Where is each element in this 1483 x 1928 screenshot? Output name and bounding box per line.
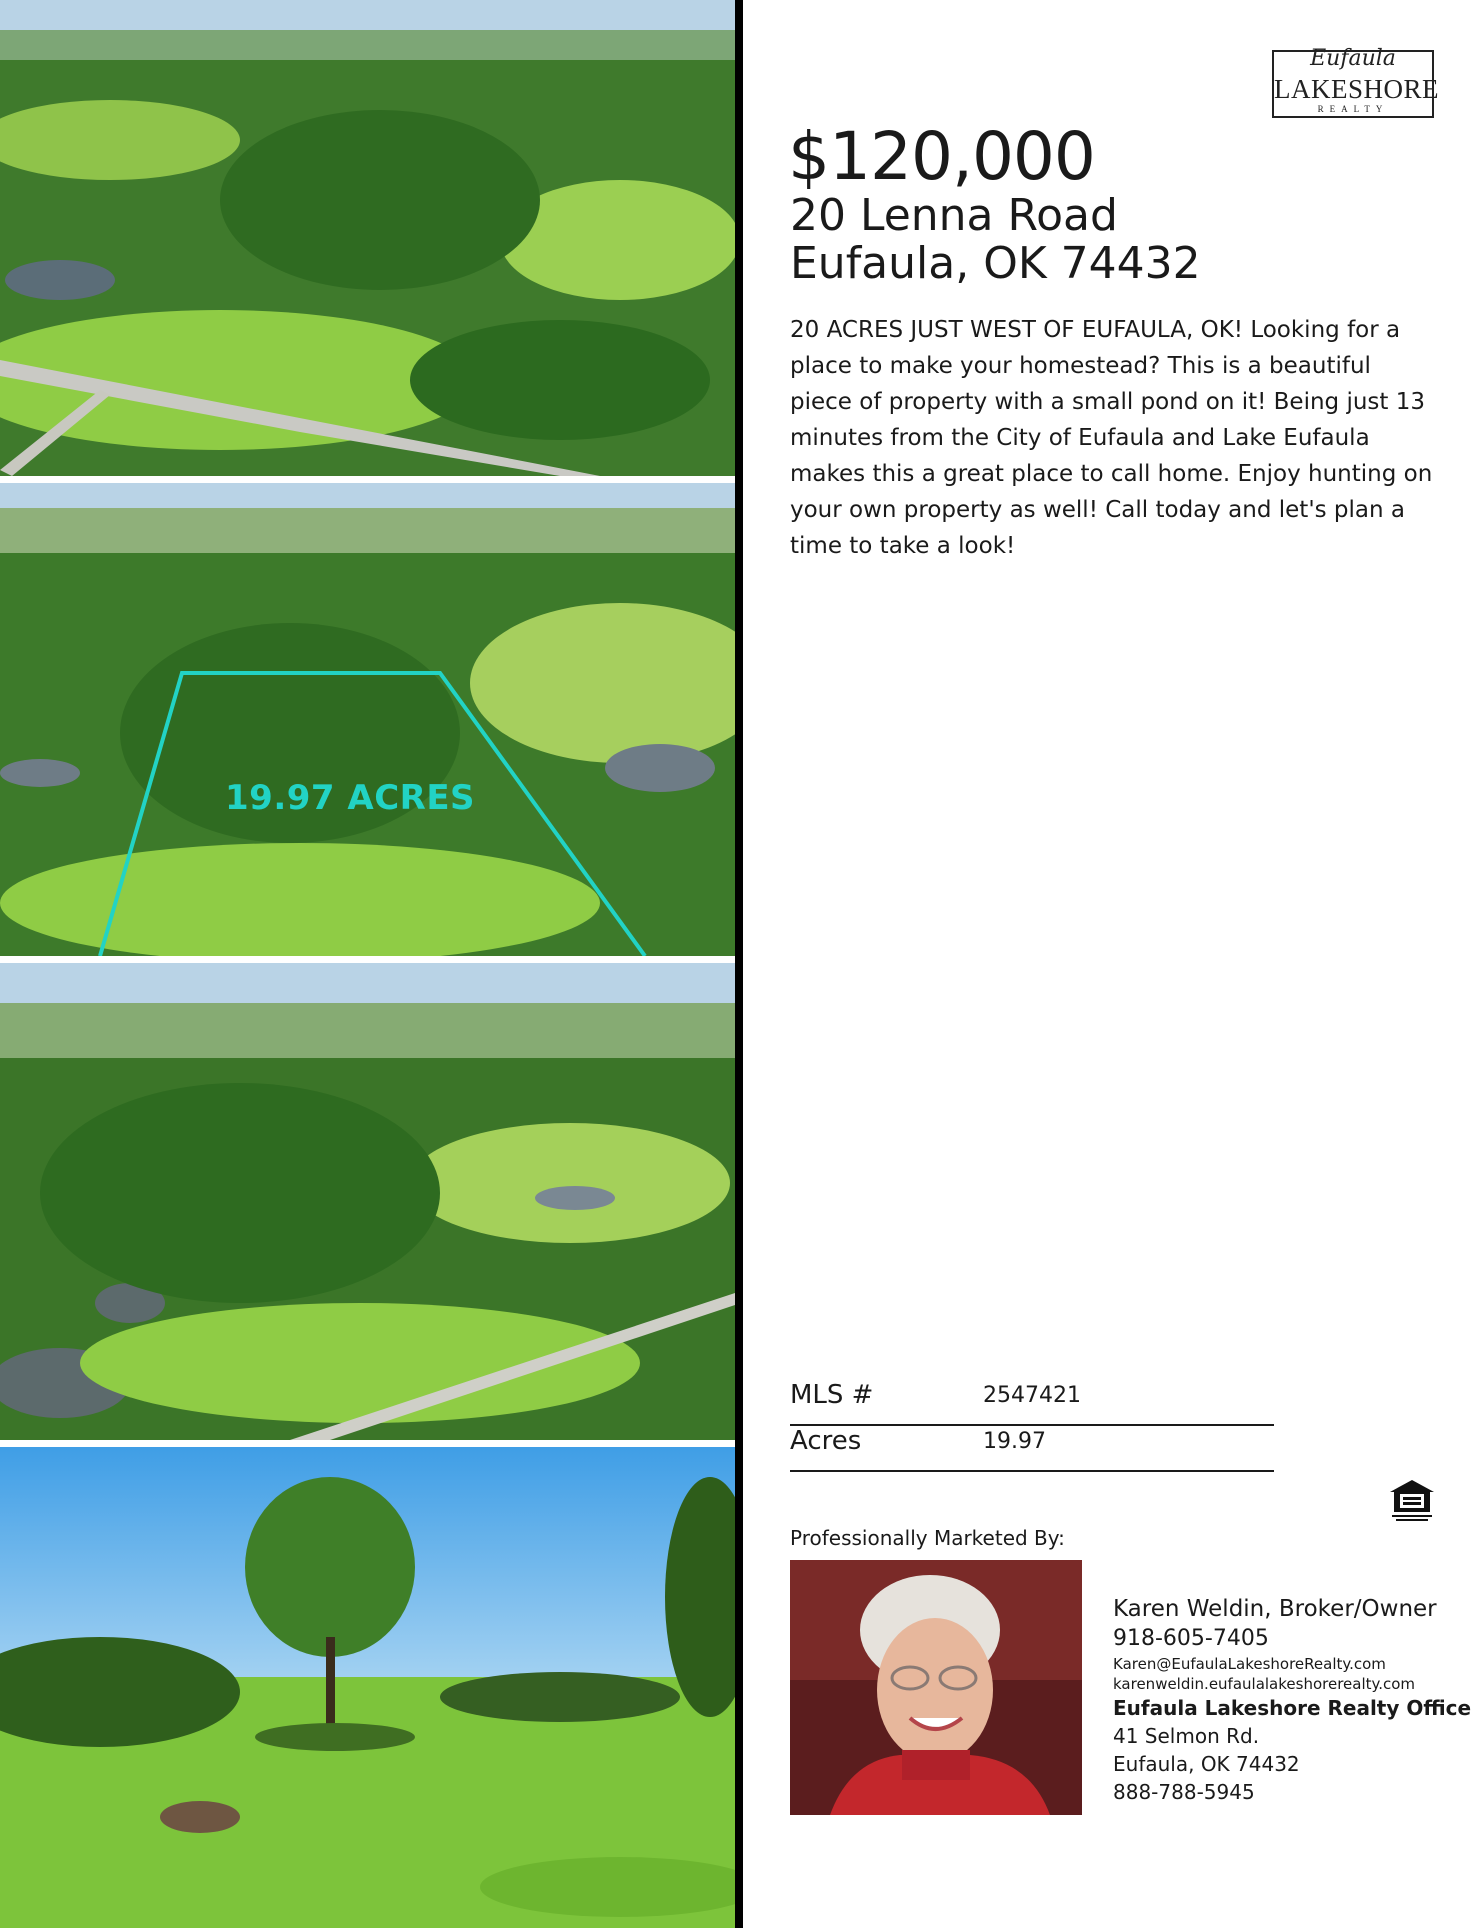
agent-contact-block (1113, 1594, 1471, 1806)
equal-housing-icon (1388, 1478, 1436, 1524)
aerial-photo-1 (0, 0, 735, 476)
column-divider (735, 0, 743, 1928)
fact-label: Acres (790, 1426, 862, 1456)
fact-label: MLS # (790, 1380, 874, 1410)
agent-name: Karen Weldin, Broker/Owner (1113, 1596, 1437, 1622)
acreage-overlay-label: 19.97 ACRES (225, 778, 476, 818)
fact-value: 2547421 (983, 1383, 1081, 1408)
office-phone[interactable]: 888-788-5945 (1113, 1780, 1255, 1804)
listing-price: $120,000 (788, 118, 1095, 195)
brokerage-logo (1272, 46, 1439, 118)
office-name: Eufaula Lakeshore Realty Office (1113, 1696, 1472, 1720)
fact-row-acres (790, 1426, 1274, 1472)
fact-value: 19.97 (983, 1429, 1046, 1454)
agent-email[interactable]: Karen@EufaulaLakeshoreRealty.com (1113, 1655, 1386, 1673)
aerial-photo-3 (0, 963, 735, 1440)
address-city: Eufaula, OK 74432 (790, 238, 1201, 289)
office-street: 41 Selmon Rd. (1113, 1724, 1260, 1748)
logo-main-text: LAKESHORE (1274, 74, 1439, 104)
aerial-photo-2-boundary (0, 483, 735, 956)
marketed-by-label: Professionally Marketed By: (790, 1526, 1065, 1550)
logo-sub-text: REALTY (1317, 104, 1389, 114)
facts-table (790, 1380, 1274, 1472)
ground-photo-tree (0, 1447, 735, 1928)
logo-script-text: Eufaula (1310, 46, 1396, 71)
agent-photo (790, 1560, 1082, 1815)
listing-description: 20 ACRES JUST WEST OF EUFAULA, OK! Looking for a place to make your homestead? This is a beautiful piece of property with a small pond on it! Being just 13 minutes from the City of Eufaula and Lake Eufaula makes this a great place to call home. Enjoy hunting on your own property as well! Call today and let's plan a time to take a look! (790, 317, 1433, 559)
address-street: 20 Lenna Road (790, 190, 1118, 241)
agent-phone[interactable]: 918-605-7405 (1113, 1626, 1269, 1651)
agent-website[interactable]: karenweldin.eufaulalakeshorerealty.com (1113, 1675, 1416, 1693)
fact-row-mls (790, 1380, 1274, 1426)
photo-gallery (0, 0, 735, 1928)
office-city: Eufaula, OK 74432 (1113, 1752, 1300, 1776)
